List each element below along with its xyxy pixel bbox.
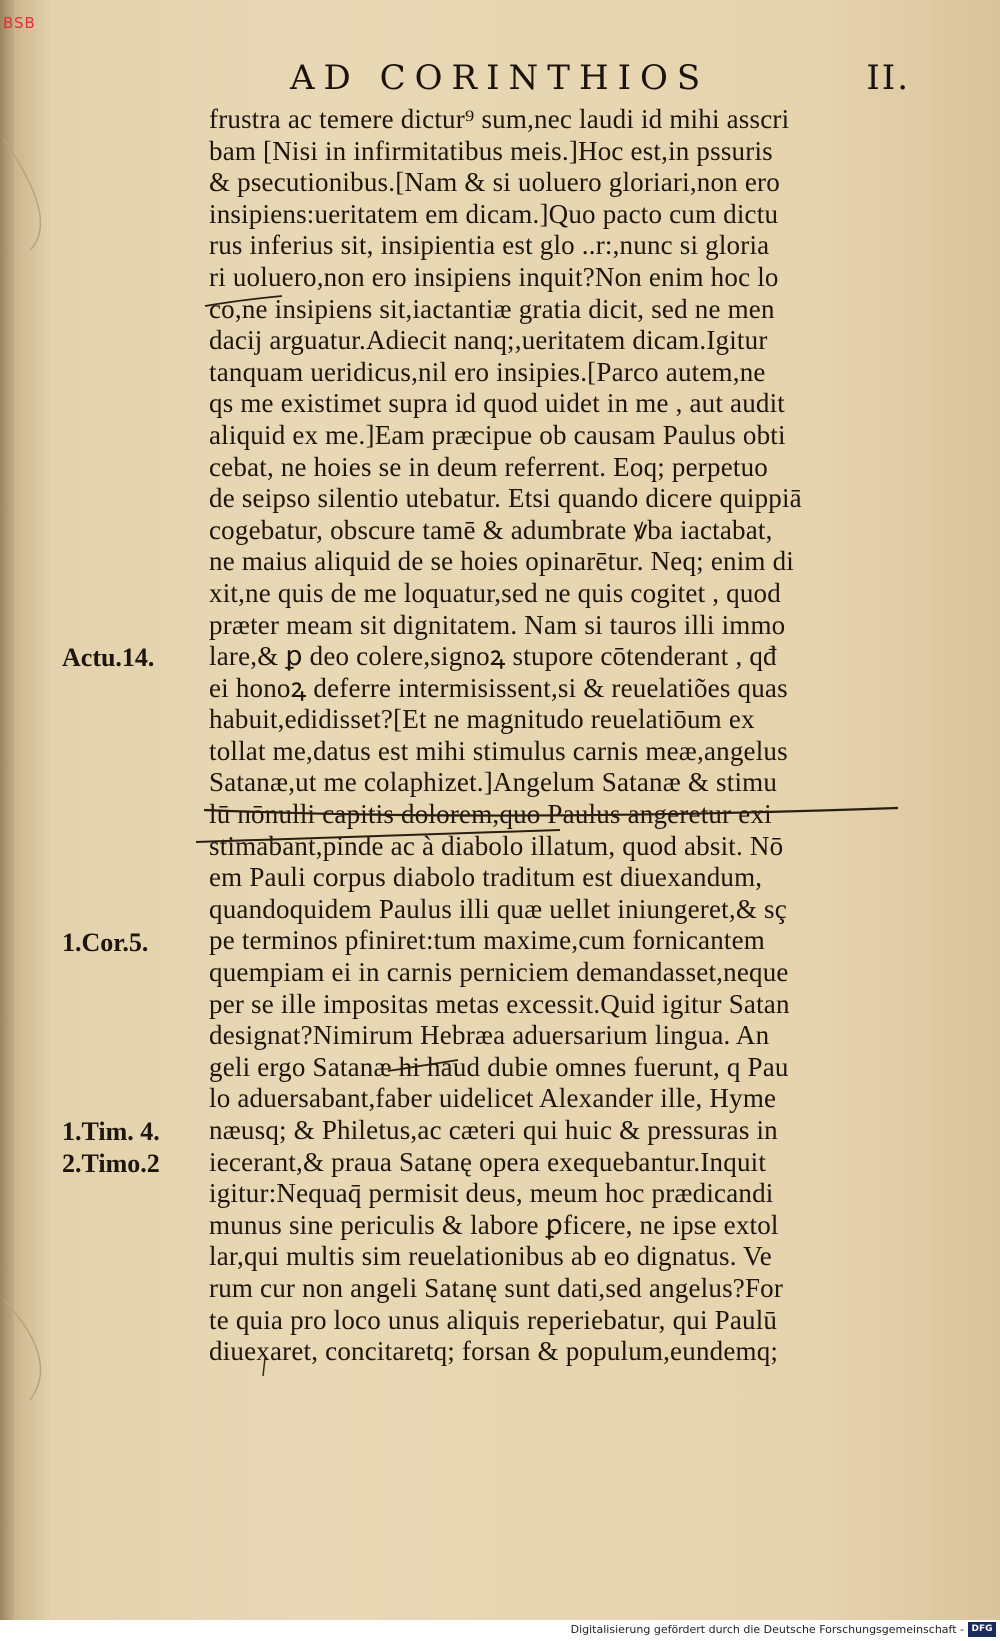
text-line: quempiam ei in carnis perniciem demandasset,neque <box>209 957 789 988</box>
running-header <box>290 58 910 98</box>
text-line: ne maius aliquid de se hoies opinarētur. Neq; enim di <box>209 546 794 577</box>
text-line: de seipso silentio utebatur. Etsi quando dicere quippiā <box>209 483 802 514</box>
text-line: rus inferius sit, insipientia est glo ..r:,nunc si gloria <box>209 230 770 261</box>
text-line: per se ille impositas metas excessit.Quid igitur Satan <box>209 988 790 1019</box>
text-line: Satanæ,ut me colaphizet.]Angelum Satanæ & stimu <box>209 767 778 798</box>
text-line: lar,qui multis sim reuelationibus ab eo dignatus. Ve <box>209 1241 772 1272</box>
footer-bar <box>0 1620 1000 1641</box>
text-line: lo aduersabant,faber uidelicet Alexander ille, Hyme <box>209 1083 777 1114</box>
text-line: cogebatur, obscure tamē & adumbrate ꝟba iactabat, <box>209 514 773 545</box>
text-line: co,ne insipiens sit,iactantiæ gratia dicit, sed ne men <box>209 293 775 324</box>
book-gutter <box>0 0 14 1620</box>
header-folio: II. <box>866 58 910 98</box>
text-line: igitur:Nequaq̄ permisit deus, meum hoc prædicandi <box>209 1178 774 1209</box>
margin-note: 1.Cor.5. <box>62 927 149 957</box>
text-line: quandoquidem Paulus illi quæ uellet iniungeret,& sç <box>209 893 787 924</box>
margin-note: 1.Tim. 4. <box>62 1117 160 1147</box>
text-line: designat?Nimirum Hebræa aduersarium lingua. An <box>209 1020 770 1051</box>
text-line: ei honoꝝ deferre intermisissent,si & reuelatiões quas <box>209 672 788 703</box>
text-line: em Pauli corpus diabolo traditum est diuexandum, <box>209 862 763 893</box>
text-line: bam [Nisi in infirmitatibus meis.]Hoc est,in pssuris <box>209 135 773 166</box>
text-line: næusq; & Philetus,ac cæteri qui huic & pressuras in <box>209 1115 778 1145</box>
text-line: & psecutionibus.[Nam & si uoluero gloriari,non ero <box>209 167 780 198</box>
text-line: qs me existimet supra id quod uidet in me , aut audit <box>209 388 786 419</box>
text-line: diuexaret, concitaretq; forsan & populum,eundemq; <box>209 1336 779 1367</box>
text-line: lū nōnulli capitis dolorem,quo Paulus angeretur exi <box>209 799 772 830</box>
text-line: stimabant,pinde ac à diabolo illatum, quod absit. Nō <box>209 830 784 861</box>
text-line: aliquid ex me.]Eam præcipue ob causam Paulus obti <box>209 419 786 450</box>
text-line: præter meam sit dignitatem. Nam si tauros illi immo <box>209 609 786 640</box>
text-line: tanquam ueridicus,nil ero insipies.[Parco autem,ne <box>209 356 766 387</box>
footer-credit: Digitalisierung gefördert durch die Deutsche Forschungsgemeinschaft - <box>570 1623 964 1636</box>
text-line: te quia pro loco unus aliquis reperiebatur, qui Paulū <box>209 1304 778 1335</box>
text-line: ri uoluero,non ero insipiens inquit?Non enim hoc lo <box>209 261 779 292</box>
bsb-watermark: BSB <box>3 14 36 32</box>
text-line: dacij arguatur.Adiecit nanq;,ueritatem dicam.Igitur <box>209 325 768 356</box>
text-line: insipiens:ueritatem em dicam.]Quo pacto cum dictu <box>209 198 779 229</box>
text-line: xit,ne quis de me loquatur,sed ne quis cogitet , quod <box>209 577 781 608</box>
text-line: lare,& ꝑ deo colere,signoꝝ stupore cōtenderant , qđ <box>209 641 777 672</box>
margin-note: 2.Timo.2 <box>62 1148 160 1178</box>
text-line: frustra ac temere dictur⁹ sum,nec laudi id mihi asscri <box>209 104 790 134</box>
text-line: munus sine periculis & labore ꝑficere, ne ipse extol <box>209 1209 779 1240</box>
text-line: tollat me,datus est mihi stimulus carnis meæ,angelus <box>209 735 788 766</box>
text-line: habuit,edidisset?[Et ne magnitudo reuelatiōum ex <box>209 704 755 735</box>
text-line: pe terminos pfiniret:tum maxime,cum fornicantem <box>209 925 765 956</box>
text-line: cebat, ne hoies se in deum referrent. Eoq; perpetuo <box>209 451 768 482</box>
text-block <box>209 104 909 1368</box>
margin-note: Actu.14. <box>62 643 155 673</box>
header-title: AD CORINTHIOS <box>290 58 710 98</box>
text-line: iecerant,& praua Satanę opera exequebantur.Inquit <box>209 1146 767 1177</box>
dfg-logo: DFG <box>968 1622 996 1637</box>
text-line: geli ergo Satanæ hi haud dubie omnes fuerunt, q Pau <box>209 1051 789 1082</box>
text-line: rum cur non angeli Satanę sunt dati,sed angelus?For <box>209 1272 784 1303</box>
